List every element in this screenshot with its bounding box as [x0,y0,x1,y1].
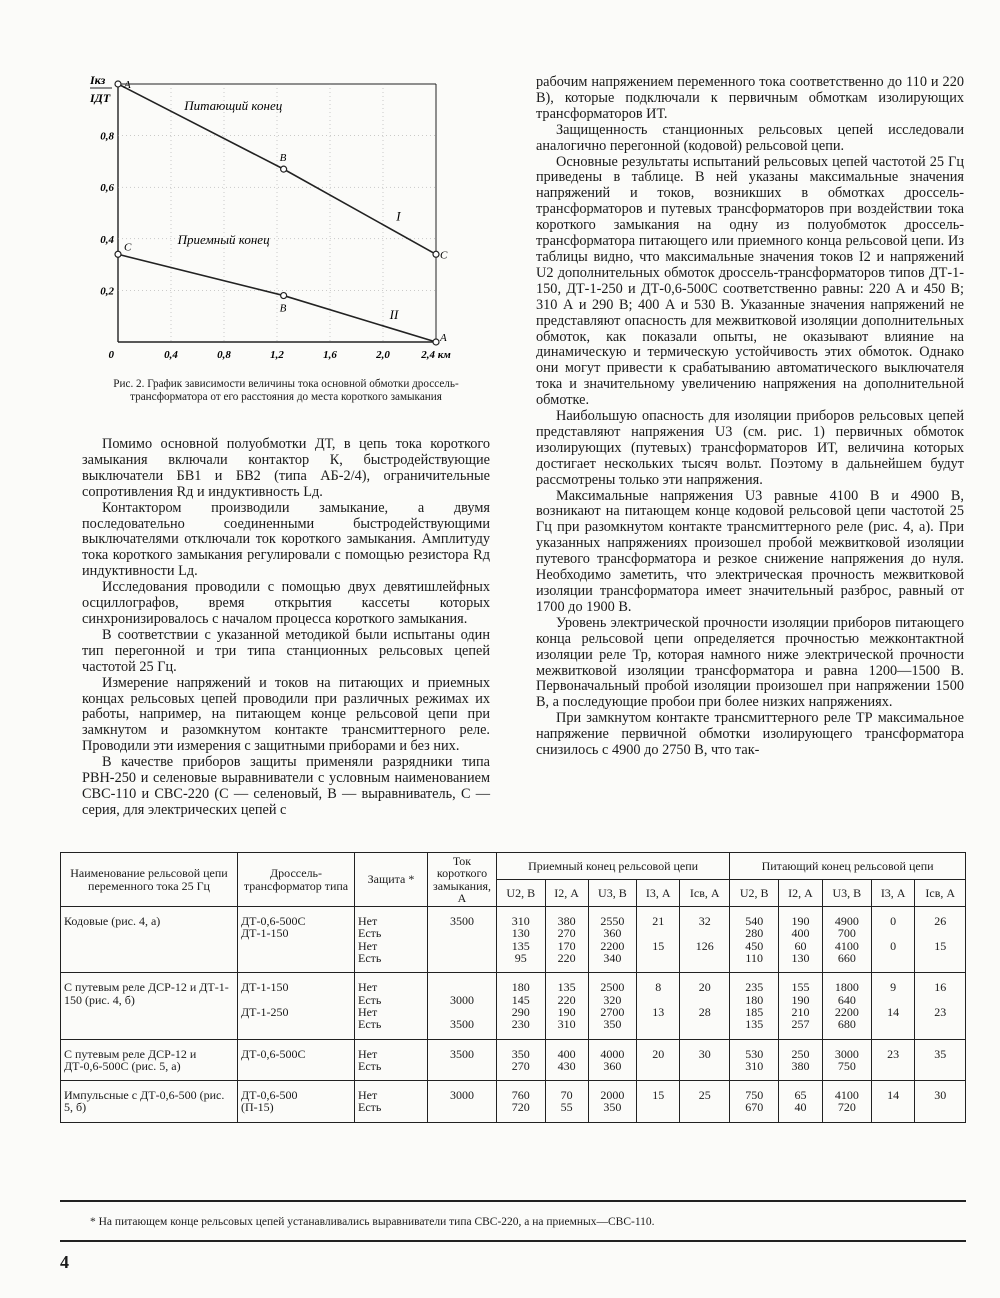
series-label-receiving: Приемный конец [177,231,270,247]
x-tick-label: 0,8 [217,349,231,361]
series-id-2: II [389,306,399,322]
table-cell: 65 40 [779,1081,823,1123]
row-protection: Нет Есть Нет Есть [355,973,428,1039]
table-cell: 155 190 210 257 [779,973,823,1039]
left-paragraph: В соответствии с указанной методикой были испытаны один тип перегонной и три типа станционных рельсовых цепей частотой 25 Гц. [82,626,490,675]
table-body [61,907,966,1123]
header-dt: Дроссель-трансформатор типа [238,853,355,907]
table-cell: 4100 720 [822,1081,871,1123]
data-point [281,293,287,299]
series-label-feeding: Питающий конец [184,97,283,113]
y-tick-label: 0,2 [100,285,114,298]
table-cell: 1800 640 2200 680 [822,973,871,1039]
header-protection: Защита * [355,853,428,907]
point-label: A [124,79,131,91]
table-cell: 250 380 [779,1039,823,1081]
x-tick-label: 1,2 [270,349,284,361]
subheader: I3, А [637,880,680,907]
point-label: C [440,249,448,262]
right-column [536,75,964,759]
table-cell: 760 720 [497,1081,546,1123]
left-paragraph: Исследования проводили с помощью двух девятишлейфных осциллографов, время открытия кассеты которых синхронизировалось с началом процесса короткого замыкания. [82,579,490,627]
left-paragraph: В качестве приборов защиты применяли разрядники типа РВН-250 и селеновые выравниватели с условным наименованием СВС-110 и СВС-220 (С — селеновый, В — выравниватель, С — серия, для электрических цепей с [82,754,490,818]
row-protection: Нет Есть [355,1039,428,1081]
subheader: Iсв, А [915,880,966,907]
table-cell: 190 400 60 130 [779,907,823,973]
x-tick-label: 0 [108,349,114,361]
table-cell: 20 [637,1039,680,1081]
table-cell: 4000 360 [588,1039,637,1081]
table-row [61,1081,966,1123]
table-cell: 15 [637,1081,680,1123]
table-cell: 25 [680,1081,730,1123]
table-cell: 23 [871,1039,915,1081]
table-cell: 750 670 [730,1081,779,1123]
table-cell: 3000 750 [822,1039,871,1081]
table-cell: 2500 320 2700 350 [588,973,637,1039]
figure-caption: Рис. 2. График зависимости величины тока основной обмотки дроссель-трансформатора от его расстояния до места короткого замыкания [113,378,459,403]
data-point [115,81,121,87]
point-label: B [279,152,287,165]
table-cell: 30 [680,1039,730,1081]
row-dt: ДТ-0,6-500С [238,1039,355,1081]
left-paragraph: Контактором производили замыкание, а двумя последовательно соединенными быстродействующими выключателями отключали ток короткого замыкания. Амплитуду тока короткого замыкания регулировали с помощью резистора Rд индуктивности Lд. [82,499,490,580]
table-cell: 9 14 [871,973,915,1039]
table-cell: 21 15 [637,907,680,973]
x-tick-label: 2,0 [376,349,390,361]
row-current: 3000 3500 [428,973,497,1039]
y-label-denominator: IДТ [90,91,111,105]
x-tick-label: 1,6 [323,349,337,361]
table-cell: 400 430 [545,1039,588,1081]
row-protection: Нет Есть [355,1081,428,1123]
table-cell: 0 0 [871,907,915,973]
row-dt: ДТ-0,6-500 (П-15) [238,1081,355,1123]
subheader: I3, А [871,880,915,907]
right-paragraph: Максимальные напряжения U3 равные 4100 В и 4900 В, возникают на питающем конце кодовой рельсовой цепи частотой 25 Гц при разомкнутом контакте трансмиттерного реле (рис. 4, а). При указанных напряжениях произошел пробой межвитковой изоляции путевого трансформатора и резкое снижение напряжения до нуля. Необходимо заметить, что электрическая прочность межвитковой изоляции трансформатора имеет значительный разброс, равный от 1700 до 1900 В. [536,487,964,615]
subheader: U2, В [730,880,779,907]
table-cell: 235 180 185 135 [730,973,779,1039]
point-label: A [440,332,447,344]
table-cell: 8 13 [637,973,680,1039]
left-column [82,437,490,819]
right-paragraph: Уровень электрической прочности изоляции приборов питающего конца рельсовой цепи определяется прочностью межконтактной изоляции реле Тр, которая намного ниже электрической прочности межвитковой изоляции трансформатора и равна 1200—1500 В. Первоначальный пробой изоляции произошел при напряжении 1500 В, а последующие пробои при более низких напряжениях. [536,614,964,711]
table-cell: 30 [915,1081,966,1123]
y-tick-label: 0,4 [100,233,114,246]
table-cell: 530 310 [730,1039,779,1081]
point-label: B [279,302,287,315]
right-paragraph: Основные результаты испытаний рельсовых цепей частотой 25 Гц приведены в таблице. В ней указаны максимальные значения напряжений и токов, возникших в обмотках дроссель-трансформаторов и путевых трансформаторов при воздействии тока короткого замыкания на одну из полуобмоток дроссель-трансформатора питающего или приемного конца рельсовой цепи. Из таблицы видно, что максимальные значения токов I2 и напряжений U2 дополнительных обмоток дроссель-трансформаторов типов ДТ-1-150, ДТ-1-250 и ДТ-0,6-500С соответственно равны: 220 А и 450 В; 310 А и 290 В; 400 А и 530 В. Указанные значения напряжений не представляют опасность для межвитковой изоляции дополнительных обмоток, как показали опыты, не оказывают влияние на динамическую и термическую устойчивость этих обмоток. Однако они могут привести к срабатыванию автоматического выключателя тока и значительному увеличению напряжения на дополнительной обмотке. [536,153,964,409]
table-row [61,973,966,1039]
left-paragraph: Измерение напряжений и токов на питающих и приемных концах рельсовых цепей проводили при различных режимах их работы, например, на питающем конце рельсовой цепи при замкнутом и разомкнутом контакте трансмиттерного реле. Проводили эти измерения с защитными приборами и без них. [82,674,490,755]
results-table [60,852,966,1123]
table-cell: 35 [915,1039,966,1081]
chart-marks [115,79,448,345]
table-cell: 2550 360 2200 340 [588,907,637,973]
table-cell: 180 145 290 230 [497,973,546,1039]
table-cell: 540 280 450 110 [730,907,779,973]
header-current: Ток короткого замыкания, А [428,853,497,907]
subheader: U3, В [822,880,871,907]
data-point [281,166,287,172]
header-receiving: Приемный конец рельсовой цепи [497,853,730,880]
table-cell: 135 220 190 310 [545,973,588,1039]
header-name: Наименование рельсовой цепи переменного тока 25 Гц [61,853,238,907]
row-name: С путевым реле ДСР-12 и ДТ-0,6-500С (рис. 5, а) [61,1039,238,1081]
row-name: Кодовые (рис. 4, а) [61,907,238,973]
y-label-numerator: Iкз [90,73,106,87]
right-paragraph: Защищенность станционных рельсовых цепей исследовали аналогично перегонной (кодовой) рельсовой цепи. [536,121,964,154]
table-cell: 16 23 [915,973,966,1039]
row-current: 3000 [428,1081,497,1123]
table-cell: 380 270 170 220 [545,907,588,973]
x-tick-label: 2,4 км [421,349,451,361]
right-paragraph: При замкнутом контакте трансмиттерного реле ТР максимальное напряжение первичной обмотки изолирующего трансформатора снизилось с 4900 до 2750 В, что так- [536,710,964,759]
subheader: U3, В [588,880,637,907]
point-label: C [124,241,132,254]
table-cell: 14 [871,1081,915,1123]
table-cell: 20 28 [680,973,730,1039]
data-point [433,339,439,345]
row-protection: Нет Есть Нет Есть [355,907,428,973]
row-current: 3500 [428,907,497,973]
table-row [61,907,966,973]
table-cell: 32 126 [680,907,730,973]
y-tick-label: 0,6 [100,182,114,195]
bottom-rule [60,1200,966,1202]
left-paragraph: Помимо основной полуобмотки ДТ, в цепь тока короткого замыкания включали контактор К, быстродействующие выключатели БВ1 и БВ2 (типа АБ-2/4), ограничительные сопротивления Rд и индуктивность Lд. [82,436,490,500]
table-row [61,1039,966,1081]
row-current: 3500 [428,1039,497,1081]
subheader: Iсв, А [680,880,730,907]
data-point [433,251,439,257]
y-tick-label: 0,8 [100,130,114,143]
table-cell: 350 270 [497,1039,546,1081]
subheader: U2, В [497,880,546,907]
page-rule [60,1240,966,1242]
row-name: Импульсные с ДТ-0,6-500 (рис. 5, б) [61,1081,238,1123]
table-cell: 2000 350 [588,1081,637,1123]
x-tick-label: 0,4 [164,349,178,361]
right-continuation: рабочим напряжением переменного тока соответственно до 110 и 220 В), которые подключали к первичным обмоткам изолирующих трансформаторов ИТ. [536,74,964,122]
row-name: С путевым реле ДСР-12 и ДТ-1-150 (рис. 4, б) [61,973,238,1039]
row-dt: ДТ-1-150 ДТ-1-250 [238,973,355,1039]
data-point [115,251,121,257]
right-paragraph: Наибольшую опасность для изоляции приборов рельсовых цепей представляют напряжения U3 (см. рис. 1) первичных обмоток изолирующих (путевых) трансформаторов ИТ, величина которых достигает нескольких тысяч вольт. Поэтому в дальнейшем будут рассмотрены только эти напряжения. [536,408,964,488]
table-cell: 70 55 [545,1081,588,1123]
table-cell: 26 15 [915,907,966,973]
footnote: * На питающем конце рельсовых цепей устанавливались выравниватели типа СВС-220, а на приемных—СВС-110. [90,1216,655,1228]
page-number: 4 [60,1252,69,1272]
distance-current-chart [86,72,496,372]
table-cell: 4900 700 4100 660 [822,907,871,973]
row-dt: ДТ-0,6-500С ДТ-1-150 [238,907,355,973]
subheader: I2, А [545,880,588,907]
header-feeding: Питающий конец рельсовой цепи [730,853,966,880]
series-id-1: I [396,208,401,224]
table-cell: 310 130 135 95 [497,907,546,973]
subheader: I2, А [779,880,823,907]
